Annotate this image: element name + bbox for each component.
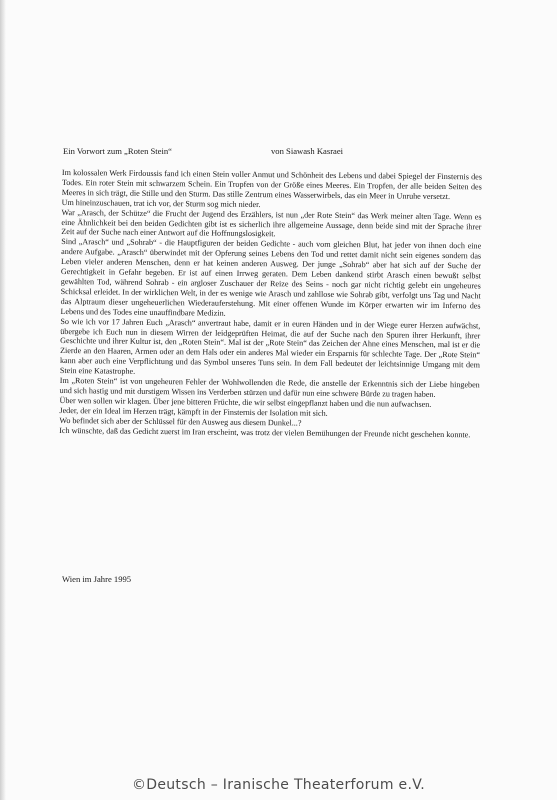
body-text [59, 168, 482, 440]
scan-edge-shadow [0, 0, 6, 800]
paragraph: Wo befindet sich aber der Schlüssel für den Ausweg aus diesem Dunkel...? [59, 415, 302, 428]
copyright-footer: ©Deutsch – Iranische Theaterforum e.V. [131, 777, 426, 793]
document-author: von Siawash Kasraei [271, 146, 344, 156]
paragraph: Ich wünschte, daß das Gedicht zuerst im Iran erscheint, was trotz der vielen Bemühungen der Freunde nicht geschehen konnte. [59, 425, 471, 439]
paragraph: Jeder, der ein Ideal im Herzen trägt, kämpft in der Finsternis der Isolation mit sich. [59, 405, 328, 418]
paragraph: War „Arasch, der Schütze“ die Frucht der Jugend des Erzählers, ist nun „der Rote Stein“ das Werk meiner alten Tage. Wenn es eine Ähnlichkeit bei den beiden Gedichten gibt ist es sicherlich ihre allgemeine Aussage, denn beide sind mit der Sprache ihrer Zeit auf der Suche nach einer Antwort auf die Hoffnungslosigkeit. [61, 207, 482, 239]
paragraph: So wie ich vor 17 Jahren Euch „Arasch“ anvertraut habe, damit er in euren Händen und in der Wiege eurer Herzen aufwächst, übergebe ich Euch nun in diesem Wirren der leidgeprüften Heimat, die auf der Suche nach den Spuren ihrer Herkunft, ihrer Geschichte und ihrer Kultur ist, den „Roten Stein“. Mal ist der „Rote Stein“ das Zeichen der Ahne eines Menschen, mal ist er die Zierde an den Haaren, Armen oder an dem Hals oder ein anderes Mal wieder ein Ersparnis für schlechte Tage. Der „Rote Stein“ kann aber auch eine Verpflichtung und das Symbol unseres Tuns sein. In dem Fall bedeutet der leichtsinnige Umgang mit dem Stein eine Katastrophe. [59, 316, 481, 376]
document-title: Ein Vorwort zum „Roten Stein“ [63, 146, 172, 156]
paragraph: Über wen sollen wir klagen. Über jene bitteren Früchte, die wir selbst eingepflanzt haben und die nun aufwachsen. [59, 395, 432, 409]
paragraph: Um hineinzuschauen, trat ich vor, der Sturm sog mich nieder. [61, 197, 261, 209]
paragraph: Sind „Arasch“ und „Sohrab“ - die Hauptfiguren der beiden Gedichte - auch vom gleichen Blut, hat jeder von ihnen doch eine andere Aufgabe. „Arasch“ überwindet mit der Opferung seines Lebens den Tod und rettet damit nicht sein eigenes sondern das Leben vieler anderen Menschen, denn er hat keinen anderen Ausweg. Der junge „Sohrab“ aber hat sich auf der Suche der Gerechtigkeit in Gefahr begeben. Er ist auf einen Irrweg geraten. Dem Leben dankend stirbt Arasch einen bewußt selbst gewählten Tod, während Sohrab - ein argloser Zuschauer der Reize des Seins - noch gar nicht richtig gelebt ein ungeheures Schicksal erleidet. In der wirklichen Welt, in der es wenige wie Arasch und zahllose wie Sohrab gibt, verfolgt uns Tag und Nacht das Alptraum dieser ungeheuerlichen Wiederauferstehung. Mit einer offenen Wunde im Körper erwarten wir im Inferno des Lebens und des Todes eine unauffindbare Medizin. [60, 237, 482, 318]
paragraph: Im kolossalen Werk Firdoussis fand ich einen Stein voller Anmut und Schönheit des Lebens und dabei Spiegel der Finsternis des Todes. Ein roter Stein mit schwarzem Schein. Ein Tropfen von der Größe eines Meeres. Ein Tropfen, der alle beiden Seiten des Meeres in sich trägt, die Stille und den Sturm. Das stille Zentrum eines Wasserwirbels, das ein Meer in Unruhe versetzt. [61, 168, 482, 201]
closing-place-date: Wien im Jahre 1995 [62, 574, 132, 584]
paragraph: Im „Roten Stein“ ist von ungeheuren Fehler der Wohlwollenden die Rede, die anstelle der Erkenntnis sich der Liebe hingeben und sich hastig und mit durstigem Wissen ins Verderben stürzen und dafür nun eine schwere Bürde zu tragen haben. [59, 376, 480, 399]
